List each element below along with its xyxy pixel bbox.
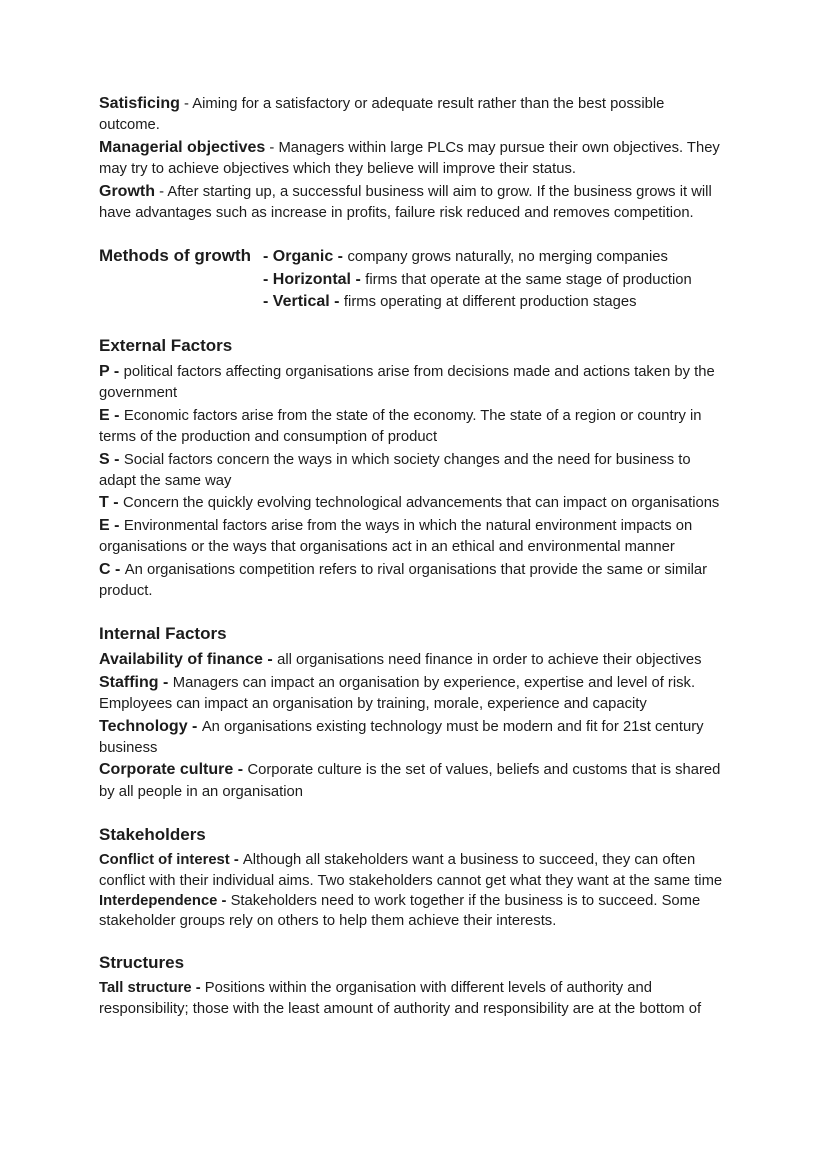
paragraph-managerial-objectives [99, 137, 729, 181]
methods-of-growth-block [99, 245, 729, 314]
definition: firms operating at different production stages [343, 294, 637, 311]
term: Staffing - [99, 673, 173, 691]
section-heading-structures: Structures [99, 953, 185, 973]
term: E - [99, 406, 124, 424]
paragraph-technology [99, 716, 729, 760]
term: T - [99, 494, 123, 512]
section-heading-methods-of-growth: Methods of growth [99, 246, 252, 266]
term: C - [99, 560, 125, 578]
term: E - [99, 516, 124, 534]
definition: Social factors concern the ways in which society changes and the need for business to adapt the same way [99, 451, 691, 489]
definition: - Aiming for a satisfactory or adequate result rather than the best possible outcome. [99, 96, 665, 134]
term: Technology - [99, 717, 202, 735]
section-stakeholders [99, 824, 729, 931]
term: Growth [99, 182, 155, 200]
definition: political factors affecting organisations arise from decisions made and actions taken by the government [99, 363, 715, 402]
definition: Positions within the organisation with different levels of authority and responsibility; those with the least amount of authority and responsibility are at the bottom of [99, 980, 702, 1017]
definition: Corporate culture is the set of values, beliefs and customs that is shared by all people in an organisation [99, 762, 721, 800]
term: Conflict of interest - [99, 852, 243, 869]
definition: An organisations existing technology must be modern and fit for 21st century business [99, 718, 704, 757]
term: Interdependence - [99, 892, 231, 909]
definition: An organisations competition refers to rival organisations that provide the same or similar product. [99, 561, 708, 599]
section-heading-stakeholders: Stakeholders [99, 825, 206, 845]
term: Managerial objectives [99, 138, 266, 156]
definition: Concern the quickly evolving technological advancements that can impact on organisations [123, 495, 720, 512]
paragraph-availability-of-finance [99, 649, 729, 671]
definition: Managers can impact an organisation by experience, expertise and level of risk. Employees can impact an organisation by training, morale, experience and capacity [99, 674, 696, 713]
definition: - After starting up, a successful business will aim to grow. If the business grows it will have advantages such as increase in profits, failure risk reduced and removes competition. [99, 183, 712, 222]
paragraph-political [99, 361, 729, 405]
term: Tall structure - [99, 980, 205, 997]
term: Satisficing [99, 95, 180, 112]
term: Availability of finance - [99, 651, 278, 669]
section-heading-internal-factors: Internal Factors [99, 624, 227, 644]
paragraph-tall-structure [99, 978, 729, 1019]
paragraph-environmental [99, 515, 729, 559]
method-item-organic [263, 246, 729, 269]
paragraph-competition [99, 559, 729, 603]
definition: Stakeholders need to work together if the business is to succeed. Some stakeholder groups rely on others to help them achieve their interests. [99, 892, 701, 930]
paragraph-technological [99, 492, 729, 514]
definition: Environmental factors arise from the ways in which the natural environment impacts on organisations or the ways that organisations act in an ethical and environmental manner [99, 517, 693, 556]
method-item-vertical [263, 291, 729, 314]
definition: Economic factors arise from the state of the economy. The state of a region or country in terms of the production and consumption of product [99, 407, 702, 446]
definition: firms that operate at the same stage of production [365, 271, 692, 288]
paragraph-social [99, 449, 729, 493]
methods-of-growth-items [263, 246, 729, 314]
term: P - [99, 362, 124, 380]
definition: company grows naturally, no merging companies [347, 249, 668, 266]
term: - Organic - [263, 248, 348, 266]
paragraph-economic [99, 405, 729, 449]
term: - Vertical - [263, 293, 344, 311]
definition: - Managers within large PLCs may pursue their own objectives. They may try to achieve objectives which they believe will improve their status. [99, 139, 720, 178]
section-structures [99, 952, 729, 1019]
paragraph-interdependence [99, 891, 729, 932]
definition: all organisations need finance in order to achieve their objectives [277, 652, 702, 669]
paragraph-growth [99, 181, 729, 225]
section-internal-factors [99, 623, 729, 803]
paragraph-staffing [99, 672, 729, 716]
paragraph-corporate-culture [99, 759, 729, 803]
document-content [99, 93, 729, 1019]
term: S - [99, 450, 124, 468]
paragraph-conflict-of-interest [99, 850, 729, 891]
term: - Horizontal - [263, 270, 366, 288]
definition: Although all stakeholders want a business to succeed, they can often conflict with their individual aims. Two stakeholders cannot get what they want at the same time [99, 852, 723, 889]
section-external-factors [99, 335, 729, 602]
paragraph-satisficing [99, 93, 729, 137]
term: Corporate culture - [99, 761, 248, 779]
section-heading-external-factors: External Factors [99, 335, 233, 355]
method-item-horizontal [263, 269, 729, 292]
